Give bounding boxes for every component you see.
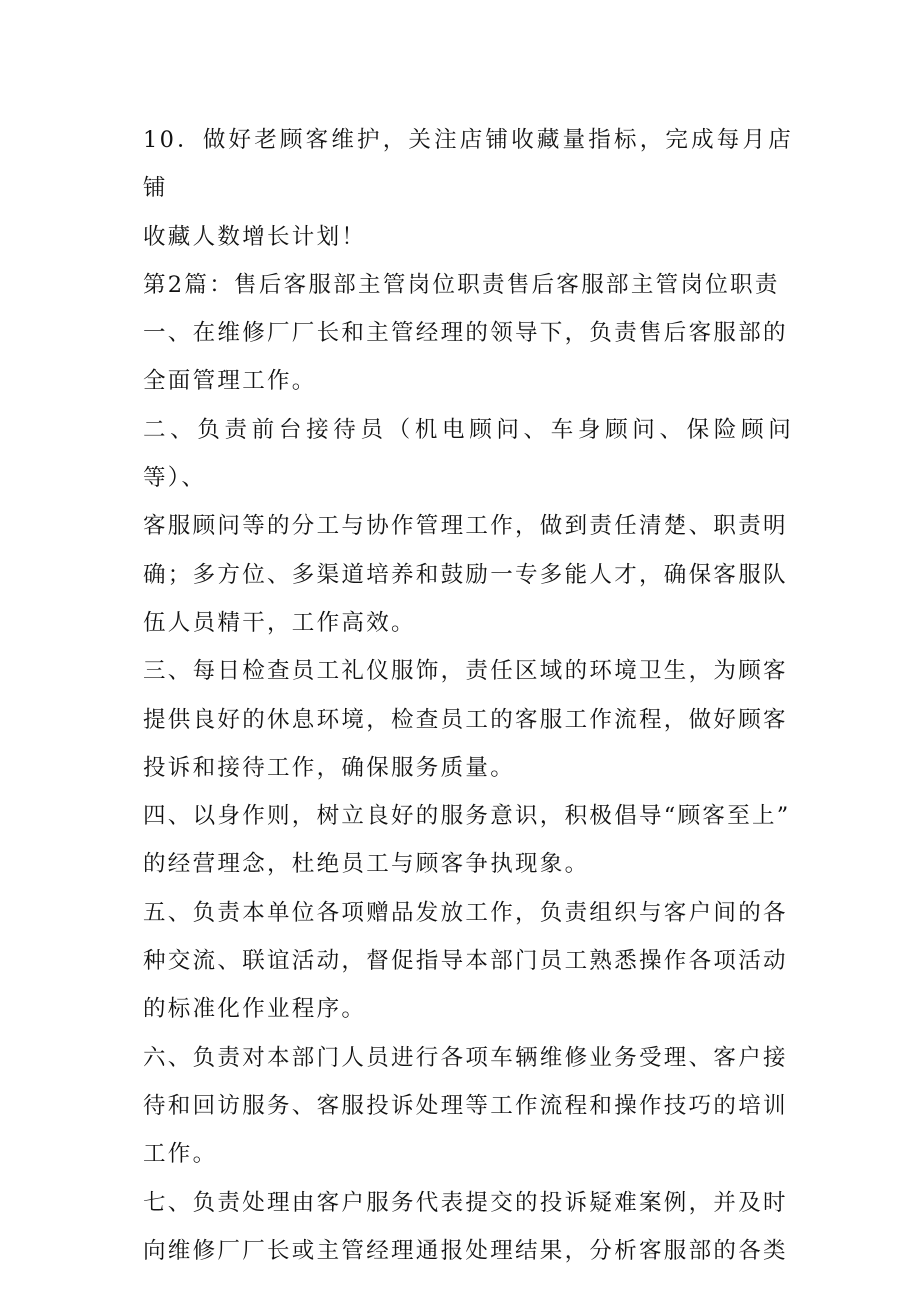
text-line: 六、负责对本部门人员进行各项车辆维修业务受理、客户接 <box>143 1044 788 1071</box>
text-line: 伍人员精干，工作高效。 <box>143 609 416 636</box>
text-line: 投诉和接待工作，确保服务质量。 <box>143 754 516 781</box>
text-line: 二、负责前台接待员（机电顾问、车身顾问、保险顾问等）、 <box>143 416 793 492</box>
text-line: 10．做好老顾客维护，关注店铺收藏量指标，完成每月店铺 <box>143 127 793 202</box>
text-line: 待和回访服务、客服投诉处理等工作流程和操作技巧的培训 <box>143 1092 788 1119</box>
text-line: 收藏人数增长计划！ <box>143 223 367 250</box>
text-line: 向维修厂厂长或主管经理通报处理结果，分析客服部的各类 <box>143 1237 788 1264</box>
text-line: 提供良好的休息环境，检查员工的客服工作流程，做好顾客 <box>143 706 788 733</box>
text-line: 工作。 <box>143 1141 218 1168</box>
document-body <box>143 116 793 1275</box>
text-line: 三、每日检查员工礼仪服饰，责任区域的环境卫生，为顾客 <box>143 658 788 685</box>
text-line: 种交流、联谊活动，督促指导本部门员工熟悉操作各项活动 <box>143 948 788 975</box>
text-line: 的标准化作业程序。 <box>143 996 367 1023</box>
text-line: 四、以身作则，树立良好的服务意识，积极倡导“顾客至上” <box>143 803 791 830</box>
text-line: 全面管理工作。 <box>143 368 317 395</box>
text-line: 的经营理念，杜绝员工与顾客争执现象。 <box>143 851 590 878</box>
text-line: 五、负责本单位各项赠品发放工作，负责组织与客户间的各 <box>143 899 788 926</box>
section-heading: 第2篇：售后客服部主管岗位职责售后客服部主管岗位职责 <box>143 271 780 298</box>
text-line: 七、负责处理由客户服务代表提交的投诉疑难案例，并及时 <box>143 1189 788 1216</box>
text-line: 确；多方位、多渠道培养和鼓励一专多能人才，确保客服队 <box>143 561 788 588</box>
text-line: 一、在维修厂厂长和主管经理的领导下，负责售后客服部的 <box>143 320 788 347</box>
text-line: 客服顾问等的分工与协作管理工作，做到责任清楚、职责明 <box>143 513 788 540</box>
